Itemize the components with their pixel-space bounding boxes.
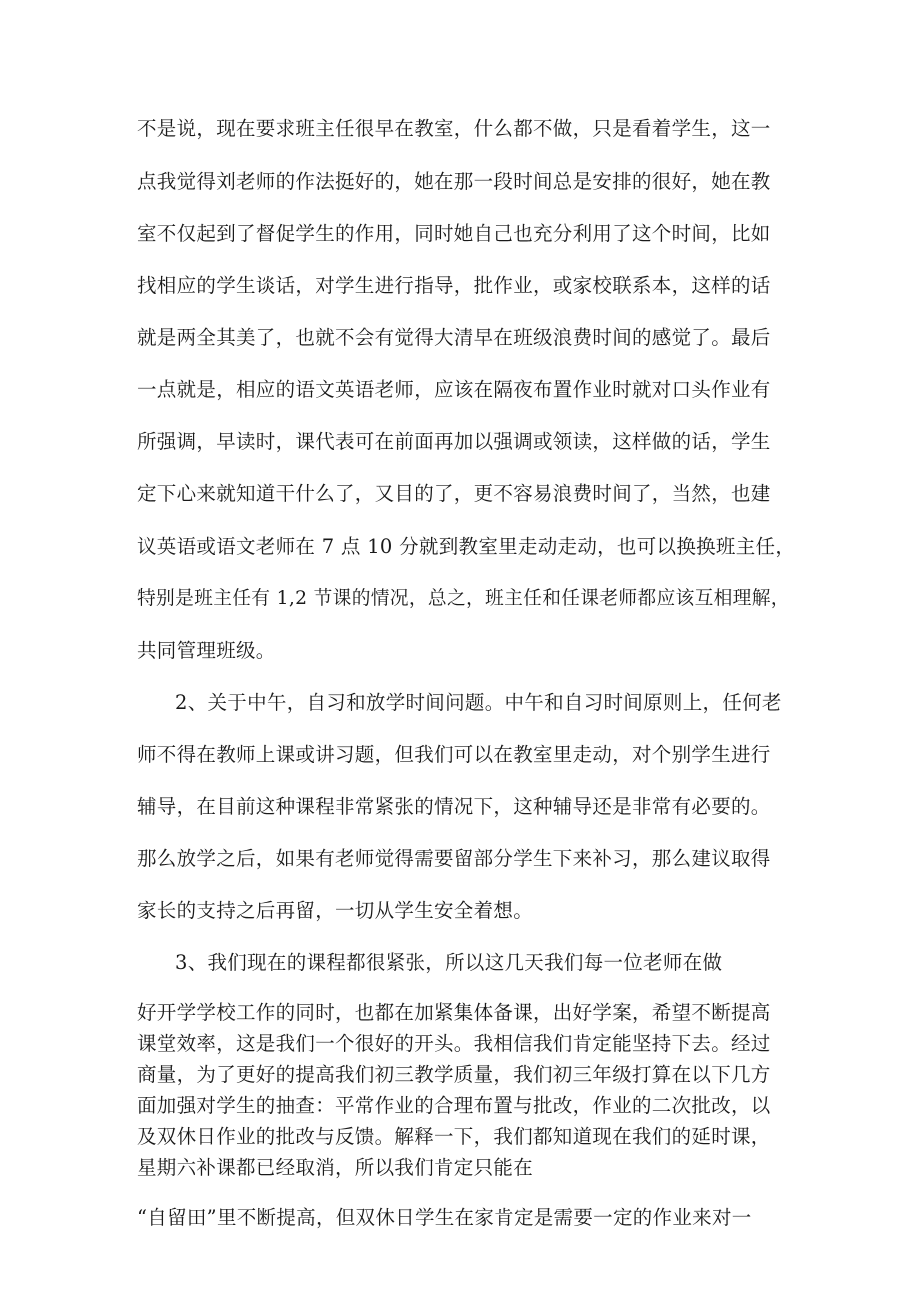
text-line: 室不仅起到了督促学生的作用，同时她自己也充分利用了这个时间，比如 xyxy=(137,222,771,245)
text-line: 一点就是，相应的语文英语老师，应该在隔夜布置作业时就对口头作业有 xyxy=(137,378,771,401)
text-line: 不是说，现在要求班主任很早在教室，什么都不做，只是看着学生，这一 xyxy=(137,117,771,140)
text-line: 就是两全其美了，也就不会有觉得大清早在班级浪费时间的感觉了。最后 xyxy=(137,326,771,349)
text-line: 家长的支持之后再留，一切从学生安全着想。 xyxy=(137,899,534,922)
paragraph-3-heading: 3、我们现在的课程都很紧张，所以这几天我们每一位老师在做 xyxy=(175,951,723,974)
text-line: 辅导，在目前这种课程非常紧张的情况下，这种辅导还是非常有必要的。 xyxy=(137,795,771,818)
text-line: 师不得在教师上课或讲习题，但我们可以在教室里走动，对个别学生进行 xyxy=(137,743,771,766)
text-line: 商量，为了更好的提高我们初三教学质量，我们初三年级打算在以下几方 xyxy=(137,1063,771,1086)
text-line: 及双休日作业的批改与反馈。解释一下，我们都知道现在我们的延时课， xyxy=(137,1125,771,1148)
text-line: 共同管理班级。 xyxy=(137,639,276,662)
text-line: 点我觉得刘老师的作法挺好的，她在那一段时间总是安排的很好，她在教 xyxy=(137,170,771,193)
text-line: 所强调，早读时，课代表可在前面再加以强调或领读，这样做的话，学生 xyxy=(137,430,771,453)
text-line: 那么放学之后，如果有老师觉得需要留部分学生下来补习，那么建议取得 xyxy=(137,847,771,870)
text-line: 议英语或语文老师在 7 点 10 分就到教室里走动走动，也可以换换班主任， xyxy=(137,535,796,558)
text-line: 课堂效率，这是我们一个很好的开头。我相信我们肯定能坚持下去。经过 xyxy=(137,1032,771,1055)
text-line: 定下心来就知道干什么了，又目的了，更不容易浪费时间了，当然，也建 xyxy=(137,482,771,505)
text-line: 好开学学校工作的同时，也都在加紧集体备课，出好学案，希望不断提高 xyxy=(137,1001,771,1024)
text-line: 面加强对学生的抽查：平常作业的合理布置与批改，作业的二次批改，以 xyxy=(137,1094,771,1117)
text-line: 星期六补课都已经取消，所以我们肯定只能在 xyxy=(137,1156,534,1179)
text-line: “自留田”里不断提高，但双休日学生在家肯定是需要一定的作业来对一 xyxy=(137,1206,752,1229)
text-line: 找相应的学生谈话，对学生进行指导，批作业，或家校联系本，这样的话 xyxy=(137,274,771,297)
text-line: 特别是班主任有 1,2 节课的情况，总之，班主任和任课老师都应该互相理解， xyxy=(137,588,790,609)
paragraph-2-first-line: 2、关于中午，自习和放学时间问题。中午和自习时间原则上，任何老 xyxy=(175,691,782,714)
